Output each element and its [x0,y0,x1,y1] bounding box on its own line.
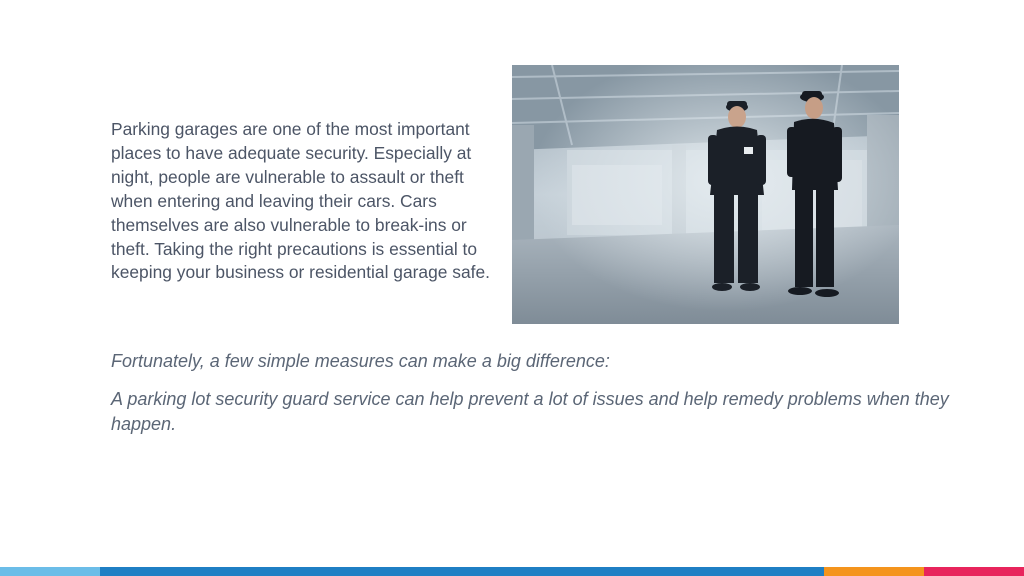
guard-service-text: A parking lot security guard service can help prevent a lot of issues and help remedy problems when they happen. [111,389,949,434]
footer-bar-blue [100,567,824,576]
footer-bar-orange [824,567,924,576]
footer-bar-light-blue [0,567,100,576]
intro-paragraph: Parking garages are one of the most important places to have adequate security. Especially at night, people are vulnerable to assault or theft when entering and leaving their cars. Cars themselves are also vulnerable to break-ins or theft. Taking the right precautions is essential to keeping your business or residential garage safe. [111,119,490,283]
fortunately-text: Fortunately, a few simple measures can make a big difference: [111,351,610,371]
security-guards-photo [512,65,899,324]
footer-bar-pink [924,567,1024,576]
